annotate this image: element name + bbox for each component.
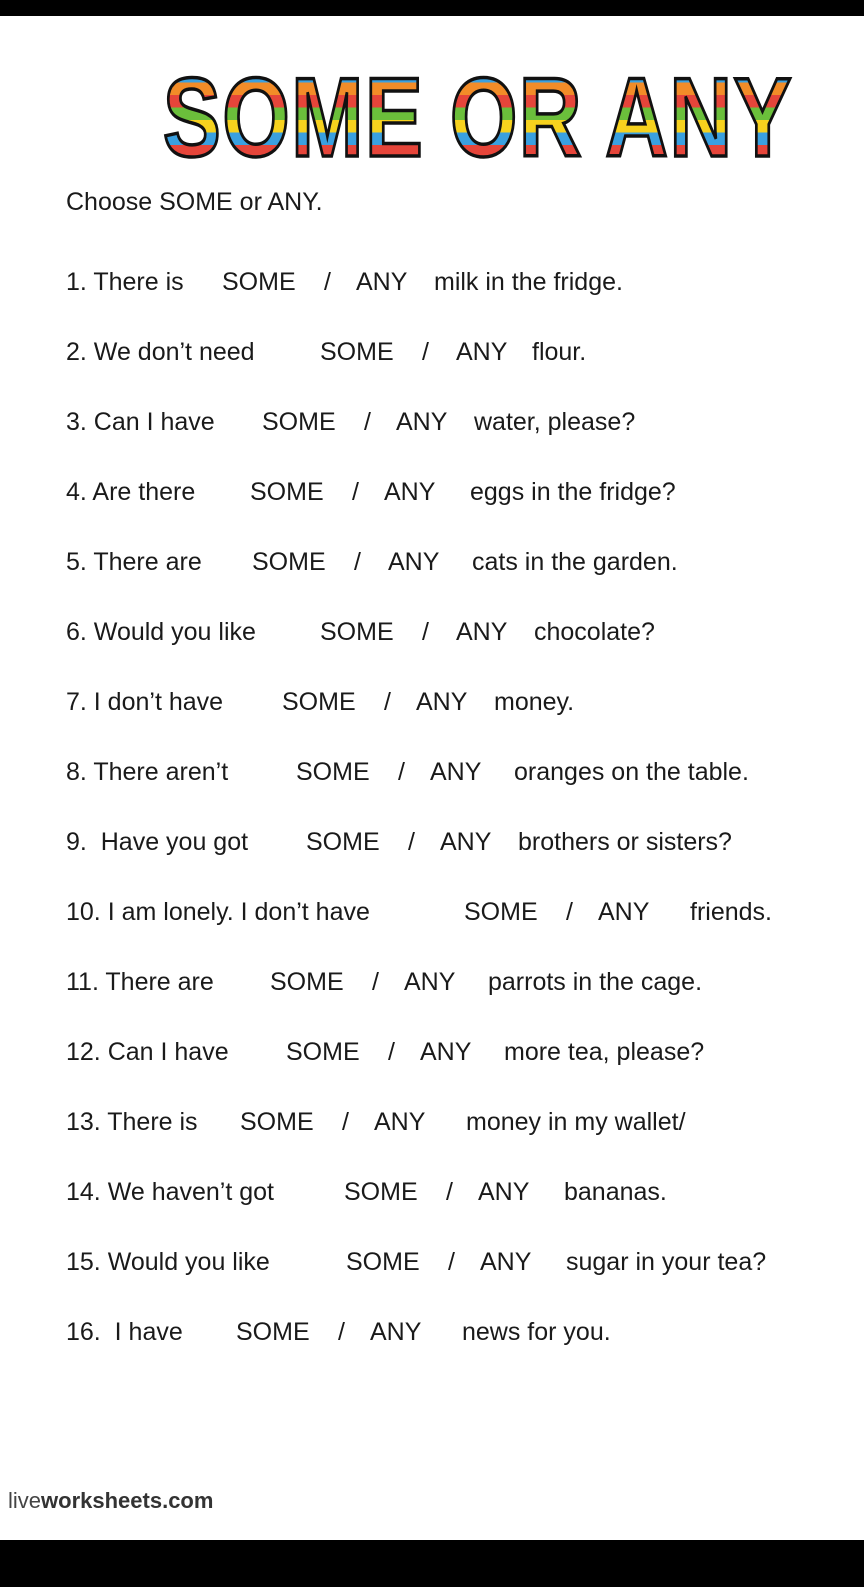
question-ending: news for you. [462,1318,611,1346]
question-text: 15. Would you like [66,1248,270,1276]
option-some[interactable]: SOME [464,898,538,926]
footer-tail: .com [162,1488,214,1513]
footer-bold: worksheets [41,1488,163,1513]
option-some[interactable]: SOME [286,1038,360,1066]
question-text: 14. We haven’t got [66,1178,275,1206]
question-text: 4. Are there [66,478,196,506]
question-item [0,1318,864,1350]
question-text: 11. There are [66,968,214,996]
question-ending: chocolate? [534,618,655,646]
option-separator: / [448,1248,455,1276]
question-item [0,478,864,510]
option-any[interactable]: ANY [356,268,408,296]
option-some[interactable]: SOME [270,968,344,996]
question-ending: friends. [690,898,772,926]
option-any[interactable]: ANY [416,688,468,716]
question-text: 10. I am lonely. I don’t have [66,898,370,926]
question-item [0,618,864,650]
question-ending: cats in the garden. [472,548,678,576]
question-item [0,968,864,1000]
option-any[interactable]: ANY [430,758,482,786]
option-any[interactable]: ANY [388,548,440,576]
question-item [0,828,864,860]
option-separator: / [446,1178,453,1206]
option-separator: / [398,758,405,786]
question-ending: oranges on the table. [514,758,749,786]
option-separator: / [342,1108,349,1136]
question-text: 3. Can I have [66,408,215,436]
question-item [0,758,864,790]
question-item [0,1248,864,1280]
option-some[interactable]: SOME [296,758,370,786]
option-some[interactable]: SOME [344,1178,418,1206]
question-ending: milk in the fridge. [434,268,623,296]
option-separator: / [352,478,359,506]
option-separator: / [388,1038,395,1066]
option-any[interactable]: ANY [456,338,508,366]
question-ending: more tea, please? [504,1038,705,1066]
question-item [0,1108,864,1140]
question-item [0,268,864,300]
option-some[interactable]: SOME [346,1248,420,1276]
question-item [0,338,864,370]
option-any[interactable]: ANY [478,1178,530,1206]
option-some[interactable]: SOME [236,1318,310,1346]
question-ending: brothers or sisters? [518,828,732,856]
option-separator: / [372,968,379,996]
question-ending: money in my wallet/ [466,1108,686,1136]
option-any[interactable]: ANY [374,1108,426,1136]
option-some[interactable]: SOME [252,548,326,576]
option-any[interactable]: ANY [370,1318,422,1346]
option-separator: / [338,1318,345,1346]
instructions: Choose SOME or ANY. [66,188,323,216]
question-text: 7. I don’t have [66,688,224,716]
question-item [0,688,864,720]
question-text: 12. Can I have [66,1038,229,1066]
option-any[interactable]: ANY [456,618,508,646]
question-text: 9. Have you got [66,828,249,856]
footer-light: live [8,1488,42,1513]
option-any[interactable]: ANY [404,968,456,996]
question-ending: water, please? [474,408,636,436]
option-any[interactable]: ANY [396,408,448,436]
option-separator: / [384,688,391,716]
question-ending: money. [494,688,575,716]
option-some[interactable]: SOME [250,478,324,506]
option-any[interactable]: ANY [420,1038,472,1066]
question-ending: flour. [532,338,587,366]
option-any[interactable]: ANY [598,898,650,926]
question-text: 1. There is [66,268,184,296]
option-separator: / [354,548,361,576]
title-text: SOME OR ANY [163,56,793,180]
option-separator: / [324,268,331,296]
option-some[interactable]: SOME [320,618,394,646]
option-some[interactable]: SOME [282,688,356,716]
question-ending: bananas. [564,1178,667,1206]
question-text: 5. There are [66,548,202,576]
worksheet-page [0,16,864,1540]
option-separator: / [422,618,429,646]
question-item [0,1178,864,1210]
question-item [0,408,864,440]
option-separator: / [422,338,429,366]
option-separator: / [408,828,415,856]
question-item [0,548,864,580]
question-ending: parrots in the cage. [488,968,703,996]
question-ending: sugar in your tea? [566,1248,767,1276]
option-separator: / [364,408,371,436]
site-watermark [8,1488,213,1514]
question-item [0,898,864,930]
question-text: 13. There is [66,1108,198,1136]
question-text: 2. We don’t need [66,338,255,366]
option-some[interactable]: SOME [320,338,394,366]
question-text: 6. Would you like [66,618,256,646]
option-any[interactable]: ANY [480,1248,532,1276]
option-any[interactable]: ANY [384,478,436,506]
question-item [0,1038,864,1070]
option-separator: / [566,898,573,926]
option-some[interactable]: SOME [262,408,336,436]
question-text: 16. I have [66,1318,183,1346]
option-any[interactable]: ANY [440,828,492,856]
question-text: 8. There aren’t [66,758,229,786]
option-some[interactable]: SOME [240,1108,314,1136]
question-ending: eggs in the fridge? [470,478,676,506]
option-some[interactable]: SOME [306,828,380,856]
option-some[interactable]: SOME [222,268,296,296]
worksheet-title [0,56,864,186]
title-graphic [0,56,864,186]
